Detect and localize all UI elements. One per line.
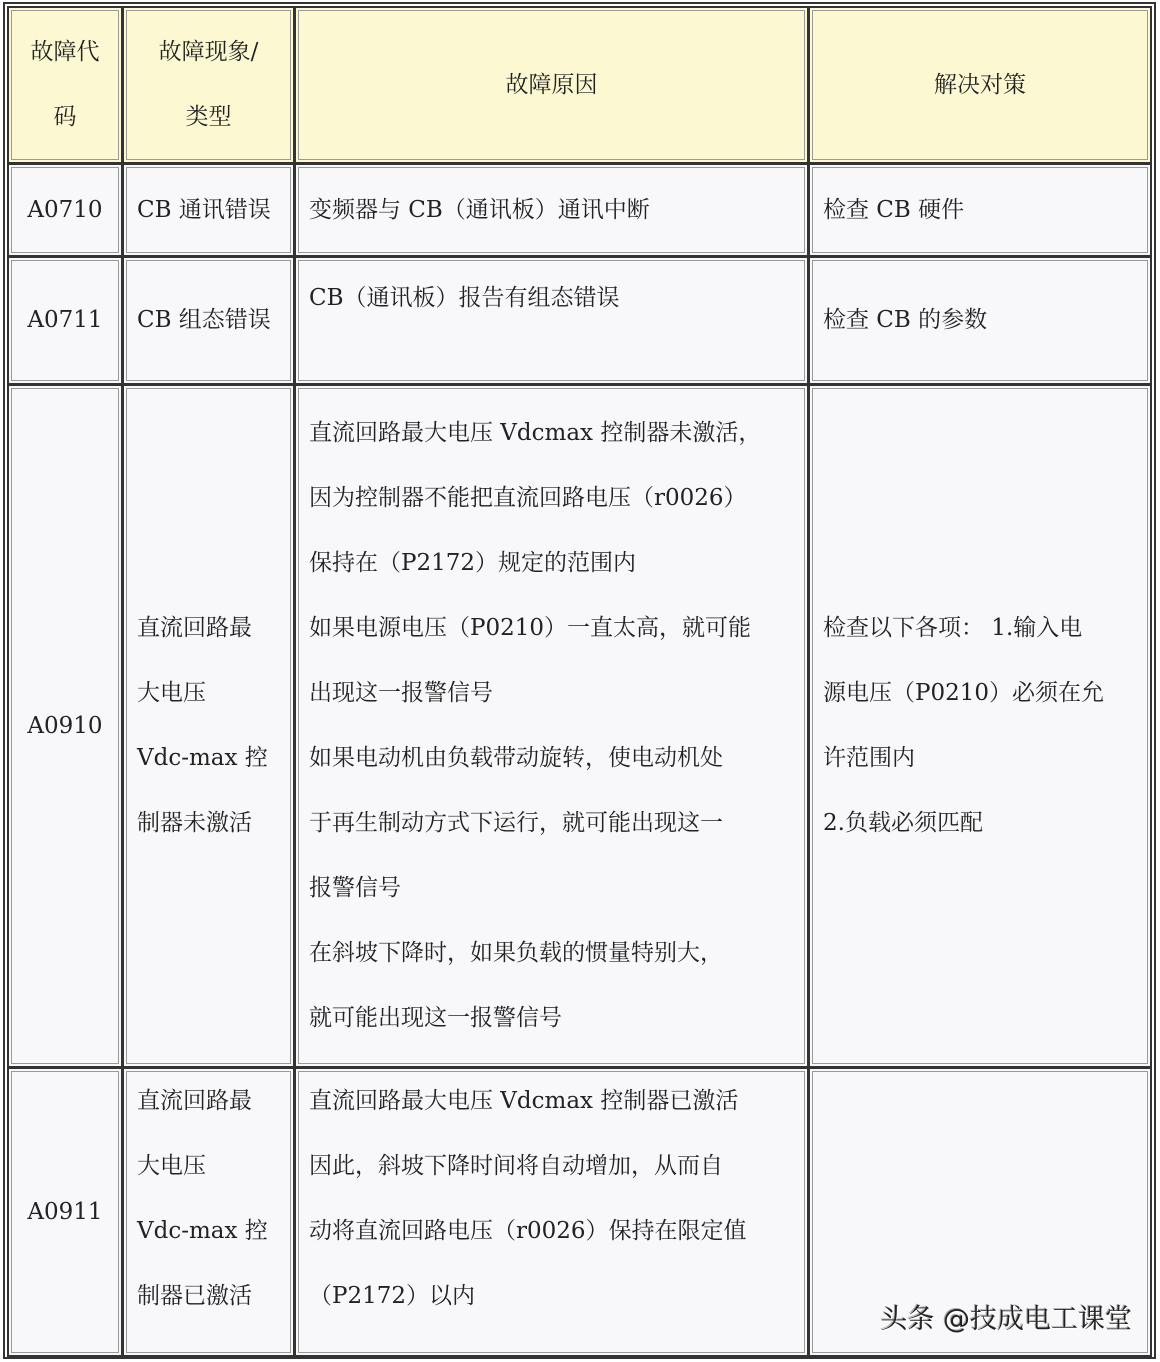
cell-text: 检查 CB 硬件 — [823, 196, 965, 223]
header-text: 故障现象/ — [158, 39, 259, 65]
header-text: 故障代 — [30, 39, 100, 65]
cell-text: 制器已激活 — [137, 1283, 252, 1309]
cell-text: Vdc-max 控 — [137, 1218, 268, 1244]
cell-text: CB（通讯板）报告有组态错误 — [309, 285, 620, 311]
cell-solution — [808, 384, 1152, 1068]
cell-text: 在斜坡下降时，如果负载的惯量特别大， — [309, 940, 723, 966]
cell-code — [7, 163, 123, 257]
cell-text: Vdc-max 控 — [137, 745, 268, 771]
cell-text: 如果电源电压（P0210）一直太高，就可能 — [309, 615, 752, 641]
cell-text: 因为控制器不能把直流回路电压（r0026） — [309, 485, 747, 511]
cell-text: A0911 — [27, 1198, 103, 1225]
header-text: 故障原因 — [505, 71, 598, 98]
cell-cause — [294, 163, 809, 257]
header-code — [7, 6, 123, 164]
cell-cause — [294, 256, 809, 385]
cell-text: 出现这一报警信号 — [309, 680, 493, 706]
cell-solution — [808, 163, 1152, 257]
cell-cause — [294, 384, 809, 1068]
cell-text: A0711 — [27, 307, 103, 333]
cell-text: 制器未激活 — [137, 810, 252, 836]
cell-type — [122, 163, 295, 257]
cell-text: 于再生制动方式下运行，就可能出现这一 — [309, 810, 723, 836]
cell-text: 直流回路最 — [137, 615, 252, 641]
cell-text: 大电压 — [137, 680, 206, 706]
cell-type — [122, 256, 295, 385]
cell-cause — [294, 1067, 809, 1357]
cell-code — [7, 256, 123, 385]
cell-code — [7, 1067, 123, 1357]
cell-text: CB 通讯错误 — [137, 196, 271, 223]
fault-code-table — [3, 2, 1156, 1359]
cell-text: 检查以下各项： 1.输入电 — [823, 615, 1083, 641]
cell-code — [7, 384, 123, 1068]
header-solution — [808, 6, 1152, 164]
cell-text: 直流回路最 — [137, 1088, 252, 1114]
cell-text: 动将直流回路电压（r0026）保持在限定值 — [309, 1218, 747, 1244]
header-type — [122, 6, 295, 164]
cell-text: 报警信号 — [309, 875, 401, 901]
cell-text: （P2172）以内 — [309, 1283, 476, 1309]
cell-text: 直流回路最大电压 Vdcmax 控制器未激活， — [309, 420, 762, 446]
cell-text: 检查 CB 的参数 — [823, 307, 988, 333]
header-text: 类型 — [185, 104, 232, 130]
cell-text: A0710 — [27, 196, 103, 223]
cell-solution — [808, 256, 1152, 385]
cell-type — [122, 1067, 295, 1357]
watermark: 头条 @技成电工课堂 — [880, 1304, 1132, 1335]
cell-text: 源电压（P0210）必须在允 — [823, 680, 1105, 706]
cell-text: 大电压 — [137, 1153, 206, 1179]
header-text: 解决对策 — [934, 71, 1026, 98]
cell-text: 就可能出现这一报警信号 — [309, 1005, 562, 1031]
cell-text: 如果电动机由负载带动旋转，使电动机处 — [309, 745, 723, 771]
cell-text: 保持在（P2172）规定的范围内 — [309, 550, 637, 576]
cell-text: A0910 — [27, 712, 103, 739]
cell-text: 直流回路最大电压 Vdcmax 控制器已激活 — [309, 1088, 739, 1114]
cell-text: 许范围内 — [823, 745, 915, 771]
header-cause — [294, 6, 809, 164]
cell-type — [122, 384, 295, 1068]
cell-text: 因此，斜坡下降时间将自动增加，从而自 — [309, 1153, 723, 1179]
cell-text: 变频器与 CB（通讯板）通讯中断 — [309, 196, 650, 223]
cell-text: CB 组态错误 — [137, 307, 271, 333]
header-text: 码 — [53, 104, 77, 130]
cell-text: 2.负载必须匹配 — [823, 810, 983, 836]
